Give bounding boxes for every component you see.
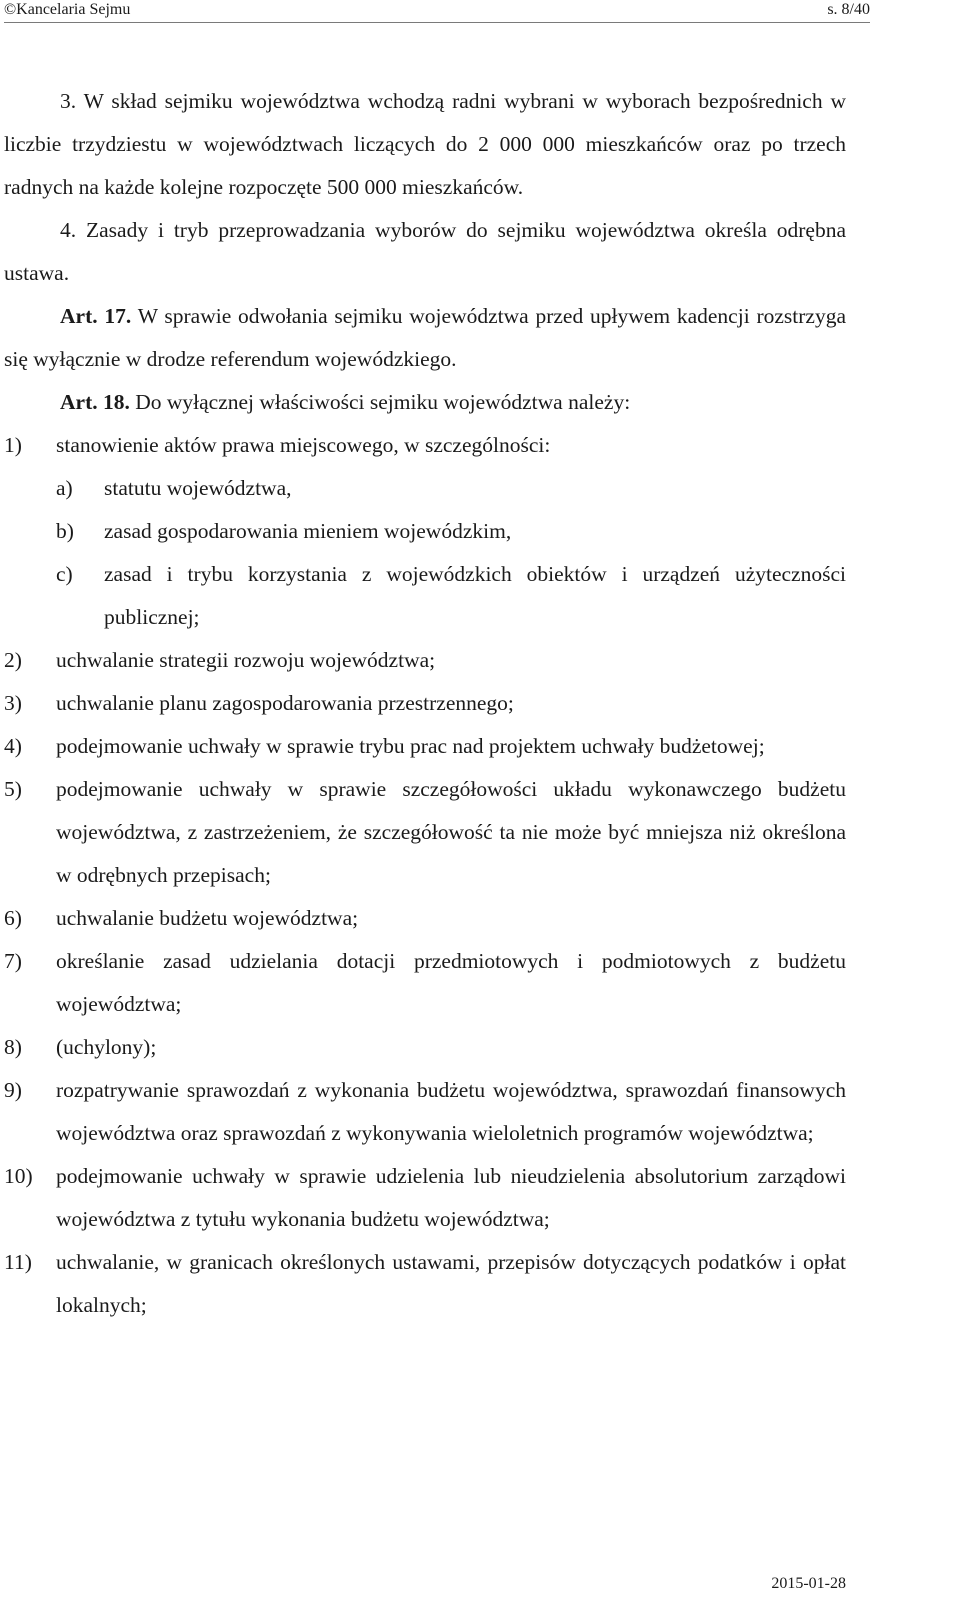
list-item-text: rozpatrywanie sprawozdań z wykonania budżetu województwa, sprawozdań finansowych województwa oraz sprawozdań z wykonywania wieloletnich programów województwa; (56, 1078, 846, 1145)
list-item (4, 682, 846, 725)
list-item (4, 897, 846, 940)
list-item-text: podejmowanie uchwały w sprawie udzielenia lub nieudzielenia absolutorium zarządowi województwa z tytułu wykonania budżetu województwa; (56, 1164, 846, 1231)
list-item-text: (uchylony); (56, 1035, 157, 1059)
list-item-number: 11) (4, 1250, 32, 1274)
sub-list-item-text: zasad gospodarowania mieniem wojewódzkim, (104, 519, 512, 543)
article-18-label: Art. 18. (60, 390, 130, 414)
article-18 (4, 381, 846, 424)
article-17 (4, 295, 846, 381)
list-item-number: 4) (4, 734, 22, 758)
footer-date: 2015-01-28 (771, 1575, 846, 1592)
article-18-text: Do wyłącznej właściwości sejmiku województwa należy: (129, 390, 631, 414)
list-item (4, 1241, 846, 1327)
article-17-text: W sprawie odwołania sejmiku województwa przed upływem kadencji rozstrzyga się wyłącznie w drodze referendum wojewódzkiego. (4, 304, 846, 371)
list-item (4, 1026, 846, 1069)
list-item-text: uchwalanie budżetu województwa; (56, 906, 359, 930)
article-17-label: Art. 17. (60, 304, 132, 328)
sub-list-item (4, 467, 846, 510)
list-item-number: 8) (4, 1035, 22, 1059)
list-item-number: 3) (4, 691, 22, 715)
list-item-number: 7) (4, 949, 22, 973)
sub-list-item-text: statutu województwa, (104, 476, 292, 500)
list-item-text: określanie zasad udzielania dotacji przedmiotowych i podmiotowych z budżetu województwa; (56, 949, 846, 1016)
list-item-number: 9) (4, 1078, 22, 1102)
document-body (4, 80, 846, 1327)
list-item (4, 1155, 846, 1241)
list-item-text: podejmowanie uchwały w sprawie trybu prac nad projektem uchwały budżetowej; (56, 734, 765, 758)
list-item-text: podejmowanie uchwały w sprawie szczegółowości układu wykonawczego budżetu województwa, z zastrzeżeniem, że szczegółowość ta nie może być mniejsza niż określona w odrębnych przepisach; (56, 777, 846, 887)
list-item (4, 1069, 846, 1155)
page-header (4, 0, 870, 23)
list-item (4, 639, 846, 682)
paragraph-3: 3. W skład sejmiku województwa wchodzą radni wybrani w wyborach bezpośrednich w liczbie trzydziestu w województwach liczących do 2 000 000 mieszkańców oraz po trzech radnych na każde kolejne rozpoczęte 500 000 mieszkańców. (4, 89, 846, 199)
list-item (4, 940, 846, 1026)
list-item (4, 725, 846, 768)
list-item-number: 5) (4, 777, 22, 801)
list-item-number: 10) (4, 1164, 33, 1188)
sub-list-item-letter: c) (56, 562, 73, 586)
list-item-text: uchwalanie planu zagospodarowania przestrzennego; (56, 691, 514, 715)
list-item (4, 768, 846, 897)
paragraph-4: 4. Zasady i tryb przeprowadzania wyborów do sejmiku województwa określa odrębna ustawa. (4, 218, 846, 285)
header-page-number: s. 8/40 (827, 1, 870, 18)
list-item-number: 1) (4, 433, 22, 457)
sub-list-item-letter: b) (56, 519, 74, 543)
list-item-text: stanowienie aktów prawa miejscowego, w szczególności: (56, 433, 551, 457)
sub-list-item (4, 553, 846, 639)
list-item-number: 2) (4, 648, 22, 672)
sub-list-item-text: zasad i trybu korzystania z wojewódzkich obiektów i urządzeń użyteczności publicznej; (104, 562, 846, 629)
header-copyright: ©Kancelaria Sejmu (4, 1, 131, 18)
sub-list-item (4, 510, 846, 553)
list-item-number: 6) (4, 906, 22, 930)
list-item (4, 424, 846, 467)
sub-list-item-letter: a) (56, 476, 73, 500)
list-item-text: uchwalanie strategii rozwoju województwa; (56, 648, 436, 672)
list-item-text: uchwalanie, w granicach określonych ustawami, przepisów dotyczących podatków i opłat lokalnych; (56, 1250, 846, 1317)
